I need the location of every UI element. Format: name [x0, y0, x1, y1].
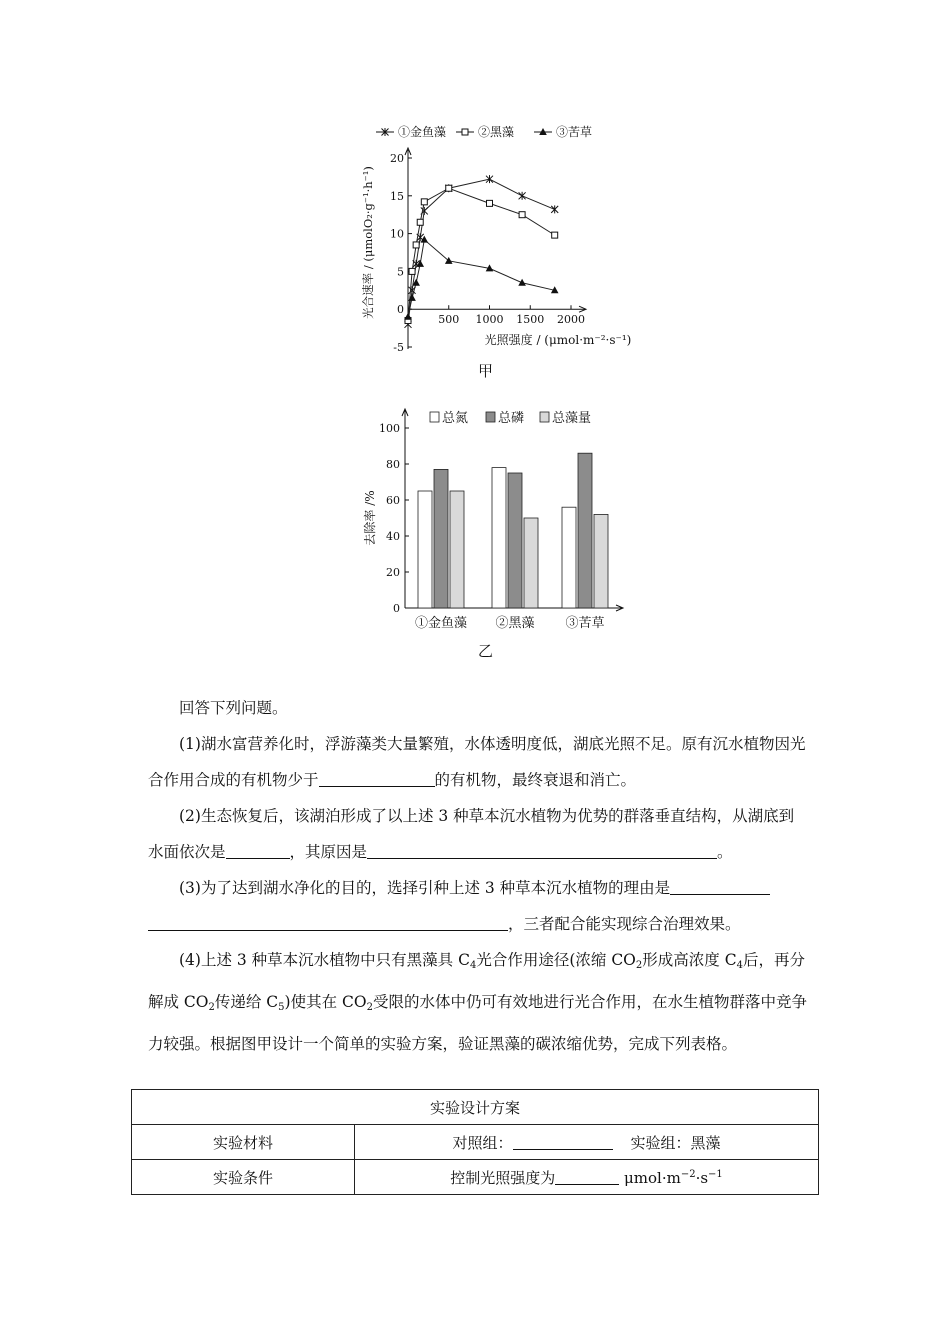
q4-part-e: 传递给 C: [214, 993, 279, 1011]
bar: [578, 453, 592, 608]
data-point: [462, 129, 468, 135]
q3-blank-2[interactable]: [148, 914, 508, 931]
data-point: [487, 200, 493, 206]
x-axis-label: 光照强度 / (μmol·m⁻²·s⁻¹): [484, 333, 632, 347]
bar: [434, 469, 448, 608]
q4-part-g: 受限的水体中仍可有效地进行光合作用，在水生植物群落中竞争力较强。根据图甲设计一个简单的实验方案，验证黑藻的碳浓缩优势，完成下列表格。: [148, 993, 807, 1053]
q2-blank-2[interactable]: [367, 842, 717, 859]
y-tick-label: -5: [393, 341, 404, 354]
q4-part-c: 形成高浓度 C: [642, 951, 737, 969]
unit-sup-2: −1: [708, 1168, 723, 1180]
q3-part-b: ，三者配合能实现综合治理效果。: [508, 915, 741, 933]
x-tick-label: 1500: [516, 313, 545, 327]
chart-jia: [340, 120, 640, 375]
x-category-label: ①金鱼藻: [414, 616, 468, 631]
bar: [524, 518, 538, 608]
x-category-label: ②黑藻: [495, 616, 535, 631]
data-point: [409, 268, 415, 274]
data-point: [486, 175, 493, 183]
q4-part-b: 光合作用途径(浓缩 CO: [476, 951, 636, 969]
x-category-label: ③苦草: [565, 616, 605, 631]
legend-label: 总磷: [498, 411, 525, 426]
q1-blank[interactable]: [319, 770, 435, 787]
y-tick-label: 100: [379, 422, 400, 435]
y-tick-label: 15: [390, 189, 404, 203]
q4-sub-1: 4: [469, 960, 477, 971]
table-title-row: [132, 1090, 819, 1125]
series-line: [408, 240, 555, 317]
legend-swatch: [430, 412, 439, 422]
row-value-materials: [355, 1125, 819, 1160]
y-axis-label: 光合速率 / (μmolO₂·g⁻¹·h⁻¹): [361, 166, 375, 319]
legend-label: ①金鱼藻: [398, 125, 447, 139]
data-point: [417, 219, 423, 225]
table-row: [132, 1160, 819, 1195]
question-3: [148, 870, 808, 942]
q4-part-d: 后，再分解成 CO: [148, 951, 805, 1011]
q3-part-a: (3)为了达到湖水净化的目的，选择引种上述 3 种草本沉水植物的理由是: [179, 879, 671, 897]
intro-line: 回答下列问题。: [179, 699, 288, 717]
q4-sub-4: 2: [208, 1002, 215, 1013]
q4-sub-5: 5: [278, 1002, 285, 1013]
data-point: [413, 242, 419, 248]
experiment-group-label: 实验组：黑藻: [630, 1133, 721, 1152]
legend-label: 总氮: [442, 411, 469, 426]
y-tick-label: 5: [397, 265, 404, 279]
row-label-conditions: 实验条件: [132, 1160, 355, 1195]
q3-blank-1[interactable]: [670, 878, 770, 895]
unit-part-2: ·s: [695, 1168, 709, 1187]
chart-jia-caption: 甲: [478, 362, 494, 380]
light-intensity-label: 控制光照强度为: [450, 1168, 556, 1187]
data-point: [408, 294, 416, 301]
q2-blank-1[interactable]: [226, 842, 290, 859]
q4-sub-2: 2: [635, 960, 643, 971]
bar: [562, 507, 576, 608]
y-tick-label: 10: [390, 227, 404, 241]
x-tick-label: 2000: [557, 313, 585, 327]
y-tick-label: 20: [386, 566, 400, 579]
y-tick-label: 80: [386, 458, 400, 471]
unit-sup-1: −2: [680, 1168, 696, 1180]
x-tick-label: 1000: [475, 313, 504, 327]
q2-part-b: ，其原因是: [289, 843, 368, 861]
chart-yi-caption: 乙: [478, 642, 494, 660]
data-point: [551, 205, 558, 213]
question-text: [148, 690, 808, 1062]
legend-label: 总藻量: [552, 411, 592, 426]
q2-part-a: (2)生态恢复后，该湖泊形成了以上述 3 种草本沉水植物为优势的群落垂直结构，从湖底到水面依次是: [148, 807, 795, 861]
chart-yi: [350, 400, 650, 640]
bar: [594, 514, 608, 608]
experiment-design-table: [131, 1089, 819, 1195]
light-intensity-blank[interactable]: [555, 1168, 619, 1185]
x-tick-label: 500: [438, 313, 460, 327]
data-point: [446, 185, 452, 191]
row-value-conditions: [355, 1160, 819, 1195]
q4-sub-6: 2: [366, 1002, 373, 1013]
q2-part-c: 。: [717, 843, 733, 861]
question-1: [148, 726, 808, 798]
data-point: [421, 199, 427, 205]
legend-label: ②黑藻: [478, 125, 515, 139]
control-group-blank[interactable]: [513, 1133, 613, 1150]
legend-label: ③苦草: [556, 125, 593, 139]
series-line: [408, 179, 555, 327]
y-tick-label: 60: [386, 494, 400, 507]
data-point: [416, 260, 424, 267]
table-title: 实验设计方案: [132, 1090, 819, 1125]
q4-part-a: (4)上述 3 种草本沉水植物中只有黑藻具 C: [179, 951, 470, 969]
data-point: [519, 192, 526, 200]
q1-part-a: (1)湖水富营养化时，浮游藻类大量繁殖，水体透明度低，湖底光照不足。原有沉水植物因光合作用合成的有机物少于: [148, 735, 806, 789]
question-4: [148, 942, 808, 1062]
legend-swatch: [540, 412, 549, 422]
control-group-label: 对照组：: [452, 1133, 513, 1152]
q4-part-f: )使其在 CO: [284, 993, 367, 1011]
data-point: [404, 313, 412, 320]
bar: [418, 491, 432, 608]
row-label-materials: 实验材料: [132, 1125, 355, 1160]
y-axis-label: 去除率 /%: [363, 490, 377, 546]
legend-swatch: [486, 412, 495, 422]
y-tick-label: 20: [390, 152, 404, 165]
question-2: [148, 798, 808, 870]
y-tick-label: 0: [393, 602, 400, 615]
bar: [450, 491, 464, 608]
series-line: [408, 188, 555, 320]
q4-sub-3: 4: [736, 960, 743, 971]
data-point: [519, 212, 525, 218]
table-row: [132, 1125, 819, 1160]
bar: [508, 473, 522, 608]
bar: [492, 468, 506, 608]
data-point: [518, 279, 526, 286]
unit-part-1: μmol·m: [624, 1168, 681, 1187]
y-tick-label: 40: [386, 530, 400, 543]
data-point: [552, 232, 558, 238]
y-tick-label: 0: [397, 303, 404, 317]
q1-part-b: 的有机物，最终衰退和消亡。: [434, 771, 637, 789]
